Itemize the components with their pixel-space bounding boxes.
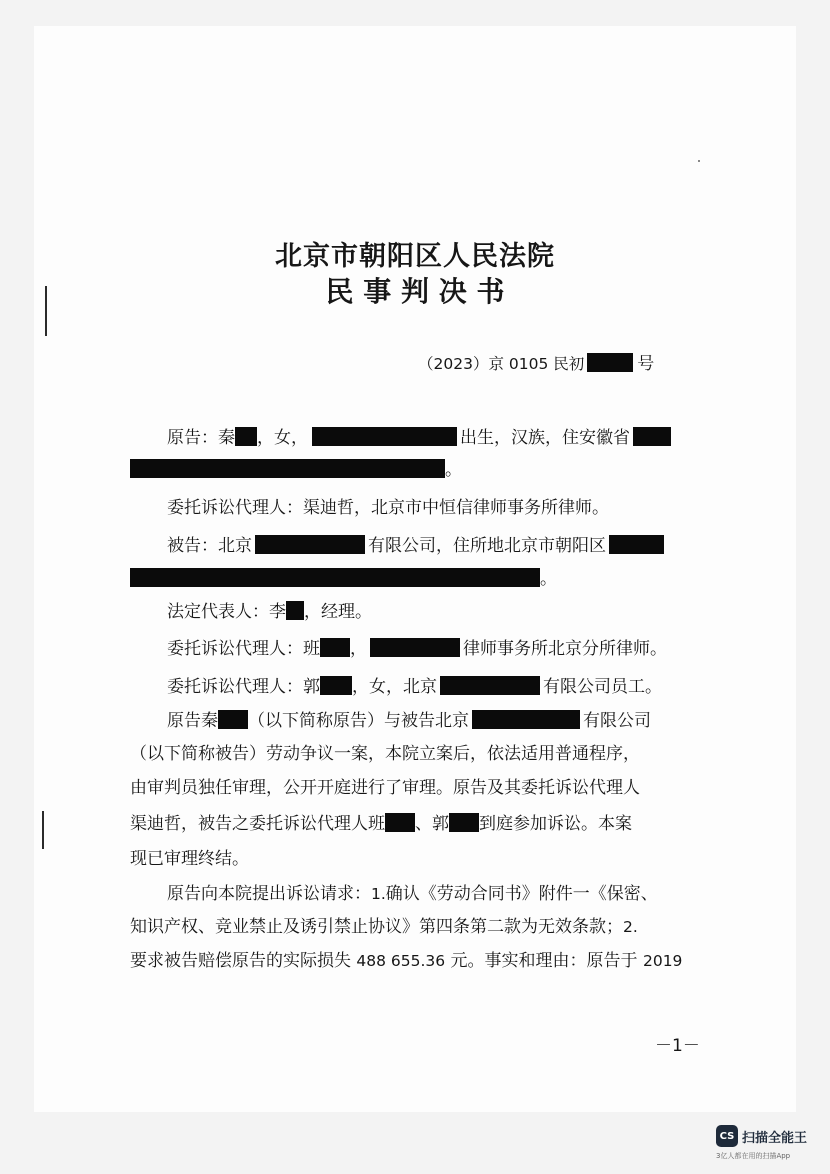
redaction-block	[320, 676, 352, 695]
defendant-details: 有限公司，住所地北京市朝阳区	[368, 536, 606, 556]
body-text: 元。事实和理由：原告于	[445, 951, 643, 971]
redaction-block	[130, 459, 445, 478]
defendant-label: 被告：北京	[167, 536, 252, 556]
plaintiff-address-end: 。	[445, 460, 462, 480]
plaintiff-line	[167, 426, 671, 450]
redaction-block	[235, 427, 257, 446]
body-text: 原告向本院提出诉讼请求：	[167, 884, 371, 904]
legal-representative	[167, 600, 372, 624]
legal-rep-label: 法定代表人：李	[167, 602, 286, 622]
defendant-address-end: 。	[540, 569, 557, 589]
body-p1-line5: 现已审理终结。	[130, 849, 249, 869]
agent-2-employer: 有限公司员工。	[543, 677, 662, 697]
case-number-prefix: （2023）京 0105 民初	[418, 355, 585, 373]
redaction-block	[449, 813, 479, 832]
defendant-address-line	[130, 567, 557, 591]
plaintiff-label: 原告：	[167, 428, 218, 448]
redaction-block	[440, 676, 540, 695]
loss-amount: 488 655.36	[356, 952, 446, 970]
body-p1-line2: （以下简称被告）劳动争议一案，本院立案后，依法适用普通程序，	[130, 744, 640, 764]
binding-mark-bottom	[42, 811, 44, 849]
scanner-watermark	[716, 1125, 826, 1165]
body-p1-line3: 由审判员独任审理，公开开庭进行了审理。原告及其委托诉讼代理人	[130, 778, 640, 798]
body-p2-line1	[167, 882, 658, 906]
defendant-line	[167, 534, 664, 558]
legal-rep-title: ，经理。	[304, 602, 372, 622]
defendant-agent-1	[167, 637, 667, 661]
page-number: －1－	[655, 1036, 700, 1056]
redaction-block	[218, 710, 248, 729]
redaction-block	[587, 353, 633, 372]
redaction-block	[633, 427, 671, 446]
defendant-agent-2	[167, 675, 662, 699]
redaction-block	[312, 427, 457, 446]
agent-1-separator: ，	[350, 639, 367, 659]
watermark-app-name: 扫描全能王	[742, 1131, 808, 1146]
redaction-block	[286, 601, 304, 620]
body-text: （以下简称原告）与被告北京	[248, 711, 469, 731]
camscanner-logo-icon: CS	[716, 1125, 738, 1147]
agent-1-label: 委托诉讼代理人：班	[167, 639, 320, 659]
plaintiff-gender: ，女，	[257, 428, 308, 448]
plaintiff-name: 秦	[218, 428, 235, 448]
body-p1-line4	[130, 812, 632, 836]
plaintiff-address-line	[130, 458, 462, 482]
redaction-block	[130, 568, 540, 587]
body-p2-line2	[130, 915, 638, 939]
redaction-block	[370, 638, 460, 657]
body-text: 确认《劳动合同书》附件一《保密、	[385, 884, 658, 904]
claim-number: 2.	[623, 918, 638, 936]
plaintiff-agent: 委托诉讼代理人：渠迪哲，北京市中恒信律师事务所律师。	[167, 498, 609, 518]
document-type: 民 事 判 决 书	[325, 275, 505, 308]
case-number-suffix: 号	[637, 354, 655, 374]
agent-2-details: ，女，北京	[352, 677, 437, 697]
redaction-block	[320, 638, 350, 657]
body-p2-line3	[130, 949, 682, 973]
body-text: 原告秦	[167, 711, 218, 731]
year: 2019	[642, 952, 683, 970]
redaction-block	[472, 710, 580, 729]
redaction-block	[609, 535, 664, 554]
body-text: 有限公司	[583, 711, 651, 731]
case-number	[418, 352, 654, 376]
body-text: 、郭	[415, 814, 449, 834]
scan-speck	[698, 160, 700, 162]
body-text: 到庭参加诉讼。本案	[479, 814, 632, 834]
plaintiff-details: 出生，汉族，住安徽省	[460, 428, 630, 448]
body-text: 要求被告赔偿原告的实际损失	[130, 951, 357, 971]
body-text: 渠迪哲，被告之委托诉讼代理人班	[130, 814, 385, 834]
body-text: 知识产权、竞业禁止及诱引禁止协议》第四条第二款为无效条款；	[130, 917, 623, 937]
claim-number: 1.	[371, 885, 386, 903]
agent-1-firm: 律师事务所北京分所律师。	[463, 639, 667, 659]
redaction-block	[255, 535, 365, 554]
watermark-tagline: 3亿人都在用的扫描App	[716, 1152, 791, 1160]
court-name: 北京市朝阳区人民法院	[275, 241, 555, 272]
redaction-block	[385, 813, 415, 832]
agent-2-label: 委托诉讼代理人：郭	[167, 677, 320, 697]
body-p1-line1	[167, 709, 651, 733]
